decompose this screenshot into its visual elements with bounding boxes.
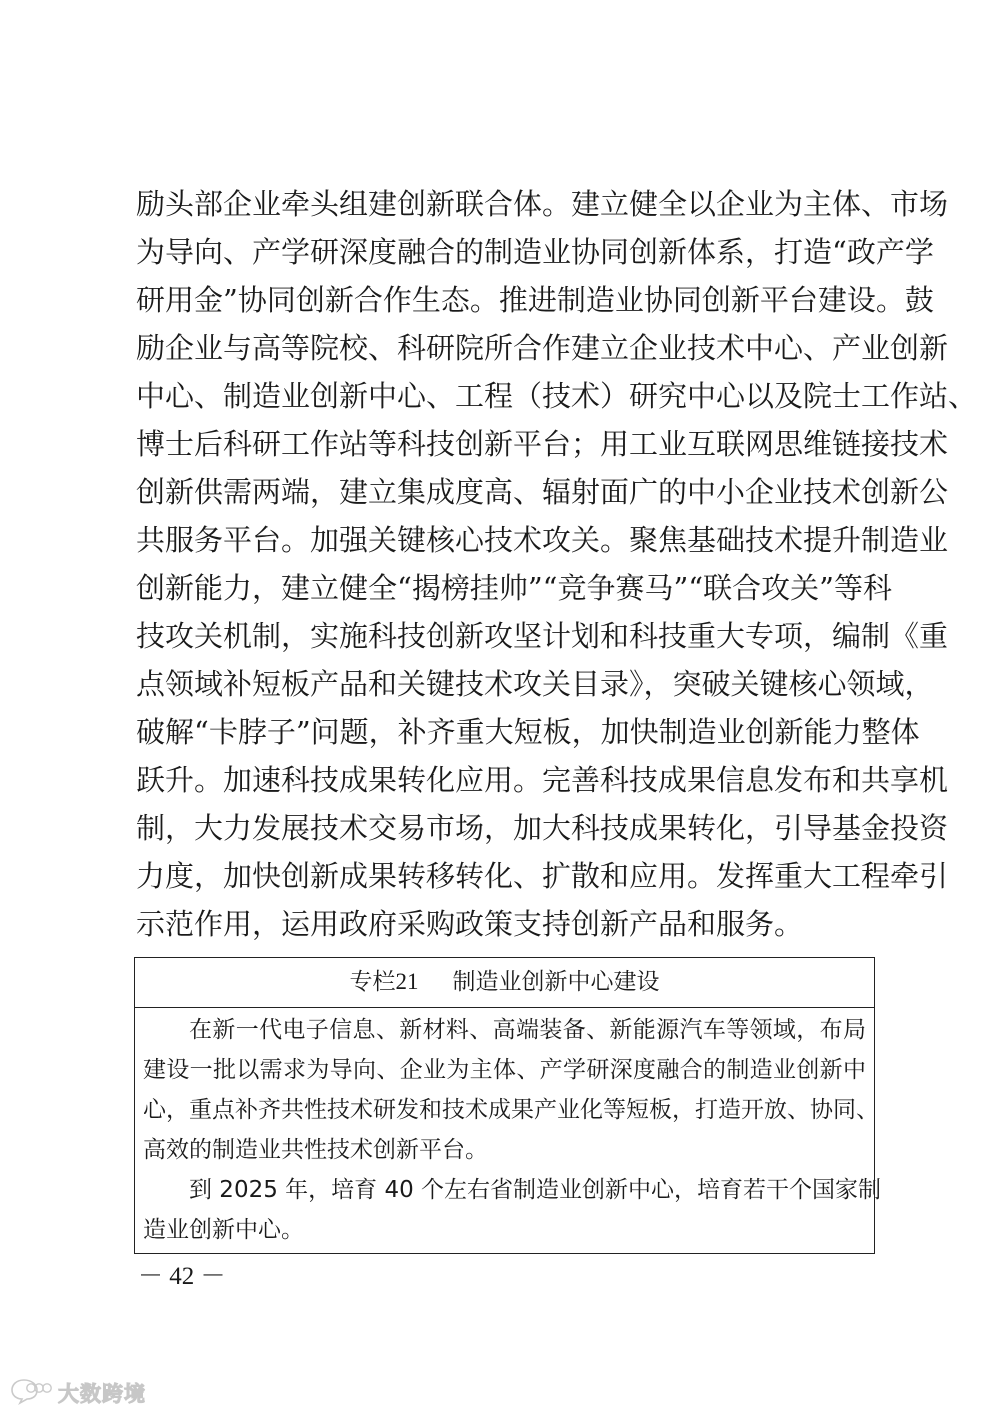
column-line: 到 2025 年，培育 40 个左右省制造业创新中心，培育若干个国家制 <box>189 1177 882 1203</box>
body-line: 励企业与高等院校、科研院所合作建立企业技术中心、产业创新 <box>136 331 949 365</box>
body-line: 为导向、产学研深度融合的制造业协同创新体系，打造“政产学 <box>136 235 934 269</box>
body-line: 博士后科研工作站等科技创新平台；用工业互联网思维链接技术 <box>136 427 949 461</box>
body-line: 示范作用，运用政府采购政策支持创新产品和服务。 <box>136 907 804 941</box>
column-line: 高效的制造业共性技术创新平台。 <box>143 1137 488 1163</box>
column-box <box>134 957 882 1254</box>
body-line: 励头部企业牵头组建创新联合体。建立健全以企业为主体、市场 <box>136 187 949 221</box>
column-header <box>135 958 874 1008</box>
column-body <box>135 1008 882 1250</box>
body-line: 力度，加快创新成果转移转化、扩散和应用。发挥重大工程牵引 <box>136 859 949 893</box>
body-paragraph <box>136 180 978 948</box>
column-number: 21 <box>395 969 419 994</box>
column-line: 建设一批以需求为导向、企业为主体、产学研深度融合的制造业创新中 <box>143 1057 866 1083</box>
page-number: － 42 － <box>138 1263 226 1290</box>
watermark-text: 大数跨境 <box>58 1382 146 1406</box>
body-line: 创新能力，建立健全“揭榜挂帅”“竞争赛马”“联合攻关”等科 <box>136 571 892 605</box>
body-line: 跃升。加速科技成果转化应用。完善科技成果信息发布和共享机 <box>136 763 949 797</box>
column-line: 在新一代电子信息、新材料、高端装备、新能源汽车等领域，布局 <box>189 1017 866 1043</box>
column-label: 专栏 <box>349 969 396 995</box>
body-line: 共服务平台。加强关键核心技术攻关。聚焦基础技术提升制造业 <box>136 523 949 557</box>
body-line: 中心、制造业创新中心、工程（技术）研究中心以及院士工作站、 <box>136 379 978 413</box>
body-line: 破解“卡脖子”问题，补齐重大短板，加快制造业创新能力整体 <box>136 715 920 749</box>
body-line: 点领域补短板产品和关键技术攻关目录》，突破关键核心领域， <box>136 667 934 701</box>
watermark <box>10 1378 146 1408</box>
column-line: 心，重点补齐共性技术研发和技术成果产业化等短板，打造开放、协同、 <box>143 1097 879 1123</box>
column-line: 造业创新中心。 <box>143 1217 304 1243</box>
body-line: 制，大力发展技术交易市场，加大科技成果转化，引导基金投资 <box>136 811 949 845</box>
chat-bubble-logo-icon <box>10 1377 54 1409</box>
body-line: 研用金”协同创新合作生态。推进制造业协同创新平台建设。鼓 <box>136 283 934 317</box>
body-line: 技攻关机制，实施科技创新攻坚计划和科技重大专项，编制《重 <box>136 619 949 653</box>
column-title: 制造业创新中心建设 <box>452 969 660 995</box>
body-line: 创新供需两端，建立集成度高、辐射面广的中小企业技术创新公 <box>136 475 949 509</box>
